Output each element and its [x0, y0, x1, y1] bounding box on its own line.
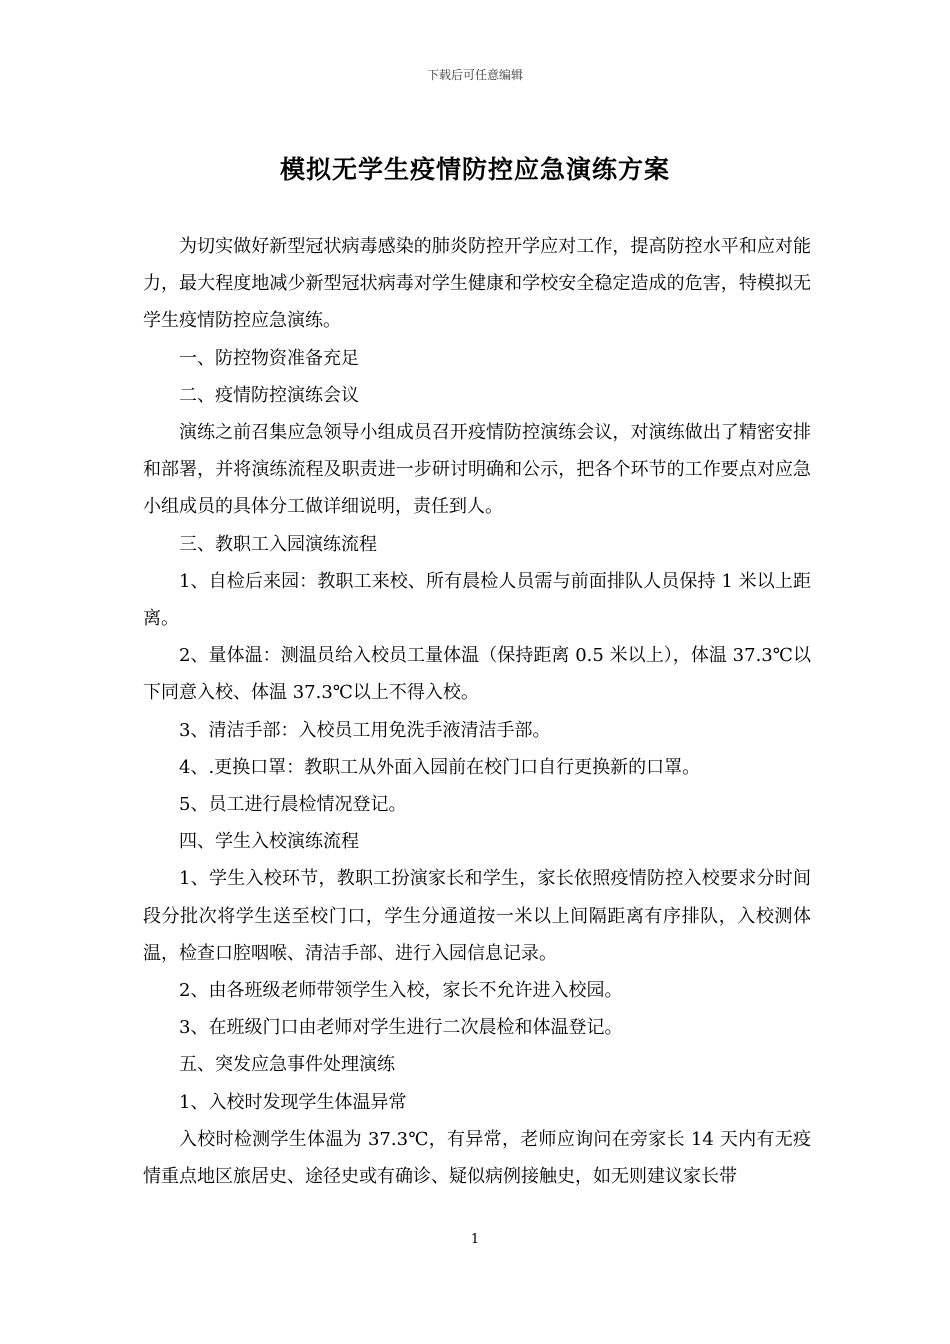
document-title: 模拟无学生疫情防控应急演练方案 [279, 155, 670, 184]
subsection-heading-5-1: 1、入校时发现学生体温异常 [179, 1091, 407, 1113]
document-body [143, 228, 811, 1195]
list-item-student-1: 1、学生入校环节，教职工扮演家长和学生，家长依照疫情防控入校要求分时间段分批次将学生送至校门口，学生分通道按一米以上间隔距离有序排队，入校测体温，检查口腔咽喉、清洁手部、进行入园信息记录。 [143, 868, 811, 964]
list-item-staff-4: 4、.更换口罩：教职工从外面入园前在校门口自行更换新的口罩。 [179, 756, 701, 778]
section-heading-5: 五、突发应急事件处理演练 [179, 1054, 395, 1076]
list-item-staff-5: 5、员工进行晨检情况登记。 [179, 794, 407, 816]
header-note: 下载后可任意编辑 [426, 68, 523, 82]
section-heading-3: 三、教职工入园演练流程 [179, 533, 377, 555]
list-item-staff-1: 1、自检后来园：教职工来校、所有晨检人员需与前面排队人员保持 1 米以上距离。 [143, 570, 811, 630]
list-item-student-2: 2、由各班级老师带领学生入校，家长不允许进入校园。 [179, 980, 623, 1002]
list-item-student-3: 3、在班级门口由老师对学生进行二次晨检和体温登记。 [179, 1017, 623, 1039]
section-heading-2: 二、疫情防控演练会议 [179, 384, 359, 406]
section-heading-1: 一、防控物资准备充足 [179, 347, 359, 369]
list-item-staff-3: 3、清洁手部：入校员工用免洗手液清洁手部。 [179, 719, 551, 741]
paragraph-meeting: 演练之前召集应急领导小组成员召开疫情防控演练会议，对演练做出了精密安排和部署，并将演练流程及职责进一步研讨明确和公示，把各个环节的工作要点对应急小组成员的具体分工做详细说明，责任到人。 [143, 422, 811, 518]
paragraph-intro: 为切实做好新型冠状病毒感染的肺炎防控开学应对工作，提高防控水平和应对能力，最大程度地减少新型冠状病毒对学生健康和学校安全稳定造成的危害，特模拟无学生疫情防控应急演练。 [143, 236, 811, 332]
paragraph-temperature-abnormal: 入校时检测学生体温为 37.3℃，有异常，老师应询问在旁家长 14 天内有无疫情重点地区旅居史、途径史或有确诊、疑似病例接触史，如无则建议家长带 [143, 1128, 811, 1188]
list-item-staff-2: 2、量体温：测温员给入校员工量体温（保持距离 0.5 米以上），体温 37.3℃以下同意入校、体温 37.3℃以上不得入校。 [143, 645, 811, 704]
page-number: 1 [470, 1232, 480, 1247]
section-heading-4: 四、学生入校演练流程 [179, 831, 359, 853]
